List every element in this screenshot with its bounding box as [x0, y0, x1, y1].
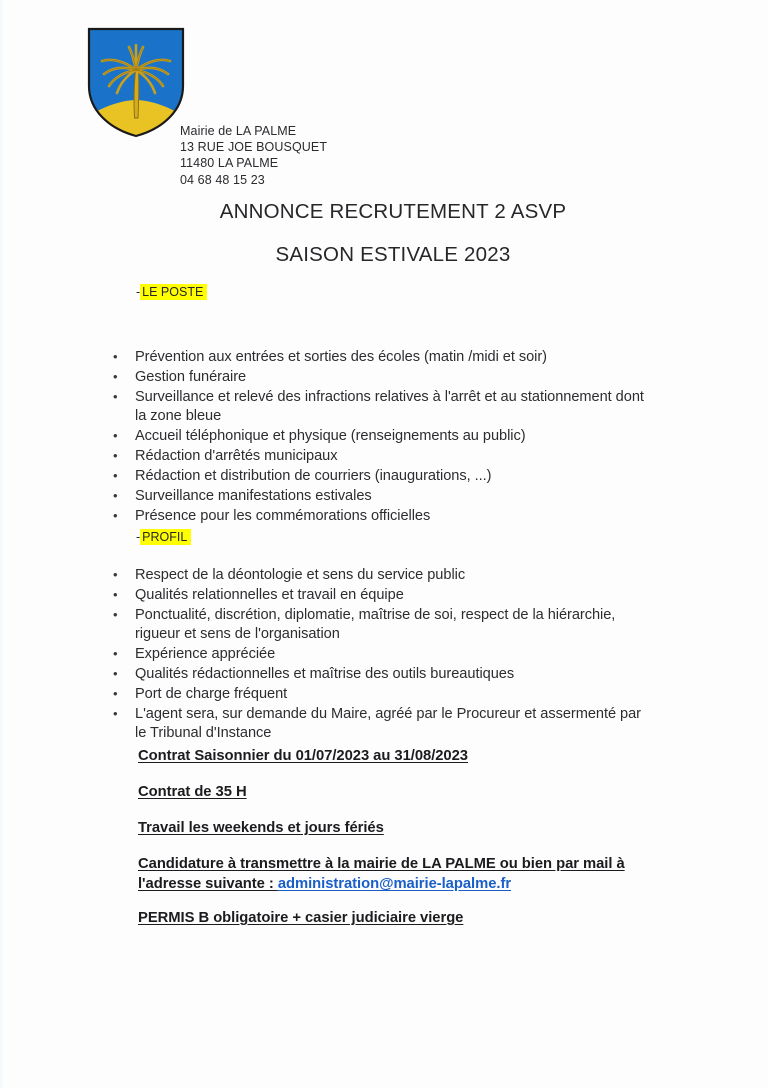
- contract-hours: [138, 782, 668, 802]
- section-marker-profil: -: [136, 530, 141, 544]
- application-instructions-text: Candidature à transmettre à la mairie de LA PALME ou bien par mail à l'adresse suivante :: [138, 856, 625, 892]
- coat-of-arms-icon: [86, 26, 186, 139]
- list-item: • Ponctualité, discrétion, diplomatie, maîtrise de soi, respect de la hiérarchie, rigueur et sens de l'organisation: [110, 606, 650, 645]
- list-item: • Gestion funéraire: [110, 368, 650, 387]
- municipality-address: [180, 123, 327, 188]
- list-item: • Rédaction d'arrêtés municipaux: [110, 447, 650, 466]
- list-item: • Respect de la déontologie et sens du service public: [110, 566, 650, 585]
- section-heading-label-profil: PROFIL: [140, 529, 191, 545]
- page-subtitle: SAISON ESTIVALE 2023: [275, 243, 511, 266]
- list-item: • Port de charge fréquent: [110, 685, 650, 704]
- address-line-city: 11480 LA PALME: [180, 156, 279, 171]
- list-item: • L'agent sera, sur demande du Maire, agréé par le Procureur et assermenté par le Tribunal d'Instance: [110, 705, 650, 744]
- work-days: [138, 818, 668, 838]
- address-line-street: 13 RUE JOE BOUSQUET: [180, 140, 328, 155]
- list-item: • Accueil téléphonique et physique (renseignements au public): [110, 427, 650, 446]
- scan-edge-tint: [0, 0, 6, 1088]
- section-heading-le-poste: [136, 284, 207, 301]
- section-marker-le-poste: -: [136, 285, 141, 299]
- list-item: • Présence pour les commémorations officielles: [110, 507, 650, 526]
- requirements-text: PERMIS B obligatoire + casier judiciaire vierge: [138, 910, 464, 926]
- duties-list: [110, 348, 650, 527]
- list-item: • Expérience appréciée: [110, 645, 650, 664]
- list-item: • Surveillance manifestations estivales: [110, 487, 650, 506]
- contract-period: [138, 746, 668, 766]
- list-item: • Qualités relationnelles et travail en équipe: [110, 586, 650, 605]
- profile-list: [110, 566, 650, 744]
- application-instructions: [138, 854, 668, 894]
- address-line-phone: 04 68 48 15 23: [180, 172, 265, 187]
- contract-hours-text: Contrat de 35 H: [138, 784, 247, 800]
- list-item: • Rédaction et distribution de courriers (inaugurations, ...): [110, 467, 650, 486]
- list-item: • Qualités rédactionnelles et maîtrise des outils bureautiques: [110, 665, 650, 684]
- list-item: • Prévention aux entrées et sorties des écoles (matin /midi et soir): [110, 348, 650, 367]
- contract-period-text: Contrat Saisonnier du 01/07/2023 au 31/08/2023: [138, 748, 468, 764]
- page-title: ANNONCE RECRUTEMENT 2 ASVP: [219, 200, 567, 223]
- section-heading-profil: [136, 529, 191, 546]
- work-days-text: Travail les weekends et jours fériés: [138, 820, 384, 836]
- address-line-name: Mairie de LA PALME: [180, 124, 297, 138]
- list-item: • Surveillance et relevé des infractions relatives à l'arrêt et au stationnement dont la zone bleue: [110, 388, 650, 427]
- application-email-link[interactable]: administration@mairie-lapalme.fr: [277, 876, 512, 892]
- section-heading-label-le-poste: LE POSTE: [140, 284, 207, 300]
- requirements: [138, 908, 668, 928]
